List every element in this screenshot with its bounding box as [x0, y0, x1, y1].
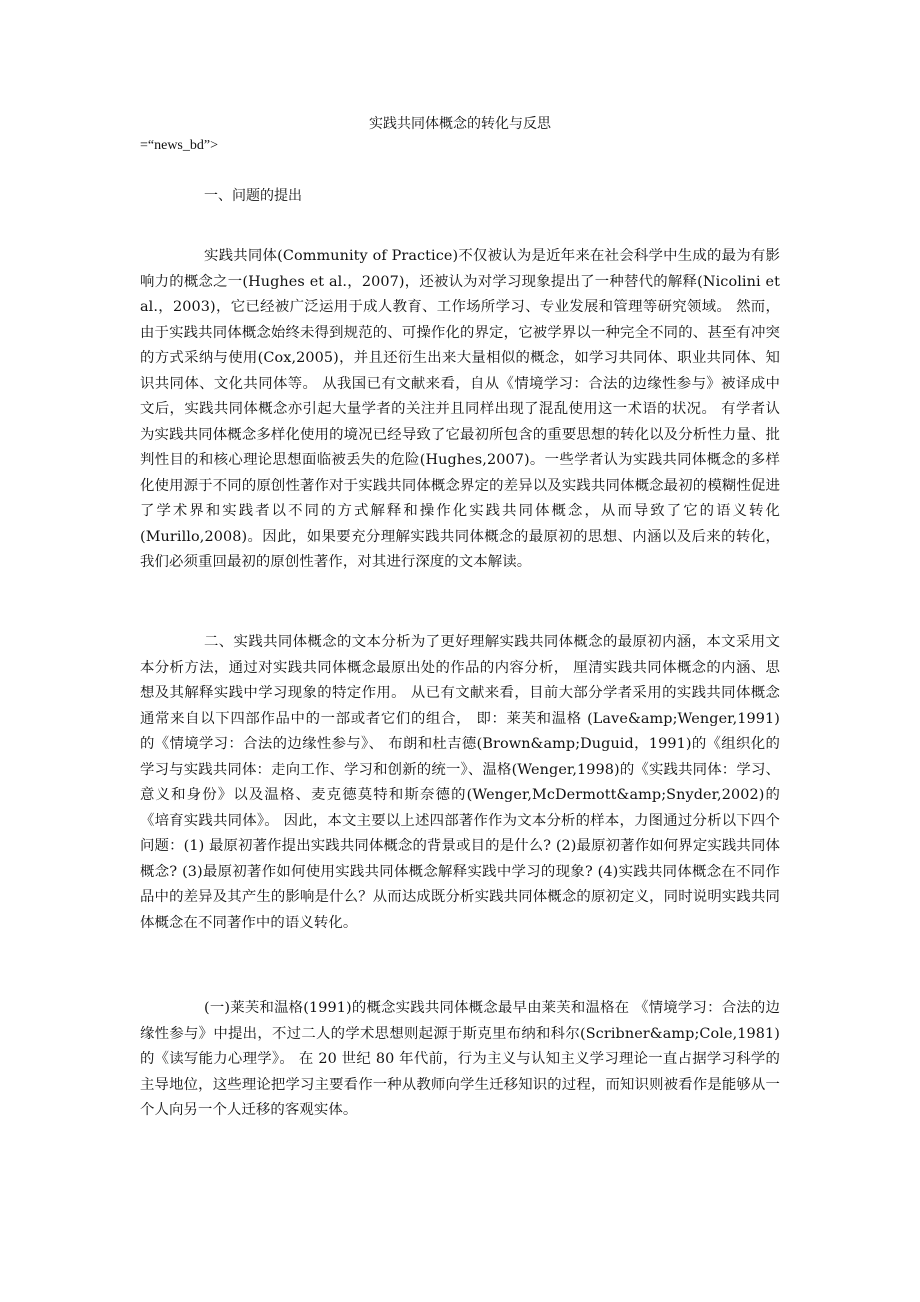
section-heading-problem: 一、问题的提出: [204, 188, 302, 204]
paragraph-introduction: 实践共同体(Community of Practice)不仅被认为是近年来在社会科学中生成的最为有影响力的概念之一(Hughes et al.，2007)，还被认为对学习现象提出了一种替代的解释(Nicolini et al.，2003)，它已经被广泛运用于成人教育、工作场所学习、专业发展和管理等研究领域。 然而，由于实践共同体概念始终未得到规范的、可操作化的界定，它被学界以一种完全不同的、甚至有冲突的方式采纳与使用(Cox,2005)，并且还衍生出来大量相似的概念，如学习共同体、职业共同体、知识共同体、文化共同体等。 从我国已有文献来看，自从《情境学习：合法的边缘性参与》被译成中文后，实践共同体概念亦引起大量学者的关注并且同样出现了混乱使用这一术语的状况。 有学者认为实践共同体概念多样化使用的境况已经导致了它最初所包含的重要思想的转化以及分析性力量、批判性目的和核心理论思想面临被丢失的危险(Hughes,2007)。一些学者认为实践共同体概念的多样化使用源于不同的原创性著作对于实践共同体概念界定的差异以及实践共同体概念最初的模糊性促进了学术界和实践者以不同的方式解释和操作化实践共同体概念，从而导致了它的语义转化(Murillo,2008)。因此，如果要充分理解实践共同体概念的最原初的思想、内涵以及后来的转化，我们必须重回最初的原创性著作，对其进行深度的文本解读。: [140, 248, 780, 570]
paragraph-text-analysis: 二、实践共同体概念的文本分析为了更好理解实践共同体概念的最原初内涵，本文采用文本分析方法，通过对实践共同体概念最原出处的作品的内容分析， 厘清实践共同体概念的内涵、思想及其解释实践中学习现象的特定作用。 从已有文献来看，目前大部分学者采用的实践共同体概念通常来自以下四部作品中的一部或者它们的组合， 即：莱芙和温格 (Lave&amp;Wenger,1991) 的《情境学习：合法的边缘性参与》、 布朗和杜吉德(Brown&amp;Duguid，1991)的《组织化的学习与实践共同体：走向工作、学习和创新的统一》、温格(Wenger,1998)的《实践共同体：学习、意义和身份》以及温格、麦克德莫特和斯奈德的(Wenger,McDermott&amp;Snyder,2002)的《培育实践共同体》。 因此，本文主要以上述四部著作作为文本分析的样本，力图通过分析以下四个问题：(1) 最原初著作提出实践共同体概念的背景或目的是什么? (2)最原初著作如何界定实践共同体概念? (3)最原初著作如何使用实践共同体概念解释实践中学习的现象? (4)实践共同体概念在不同作品中的差异及其产生的影响是什么？从而达成既分析实践共同体概念的原初定义，同时说明实践共同体概念在不同著作中的语义转化。: [140, 634, 780, 931]
document-title: 实践共同体概念的转化与反思: [369, 116, 551, 132]
stray-markup-text: =“news_bd”>: [140, 138, 218, 153]
paragraph-lave-wenger: (一)莱芙和温格(1991)的概念实践共同体概念最早由莱芙和温格在 《情境学习：合法的边缘性参与》中提出，不过二人的学术思想则起源于斯克里布纳和科尔(Scribner&amp;Cole,1981)的《读写能力心理学》。 在 20 世纪 80 年代前，行为主义与认知主义学习理论一直占据学习科学的主导地位，这些理论把学习主要看作一种从教师向学生迁移知识的过程，而知识则被看作是能够从一个人向另一个人迁移的客观实体。: [140, 1000, 780, 1118]
